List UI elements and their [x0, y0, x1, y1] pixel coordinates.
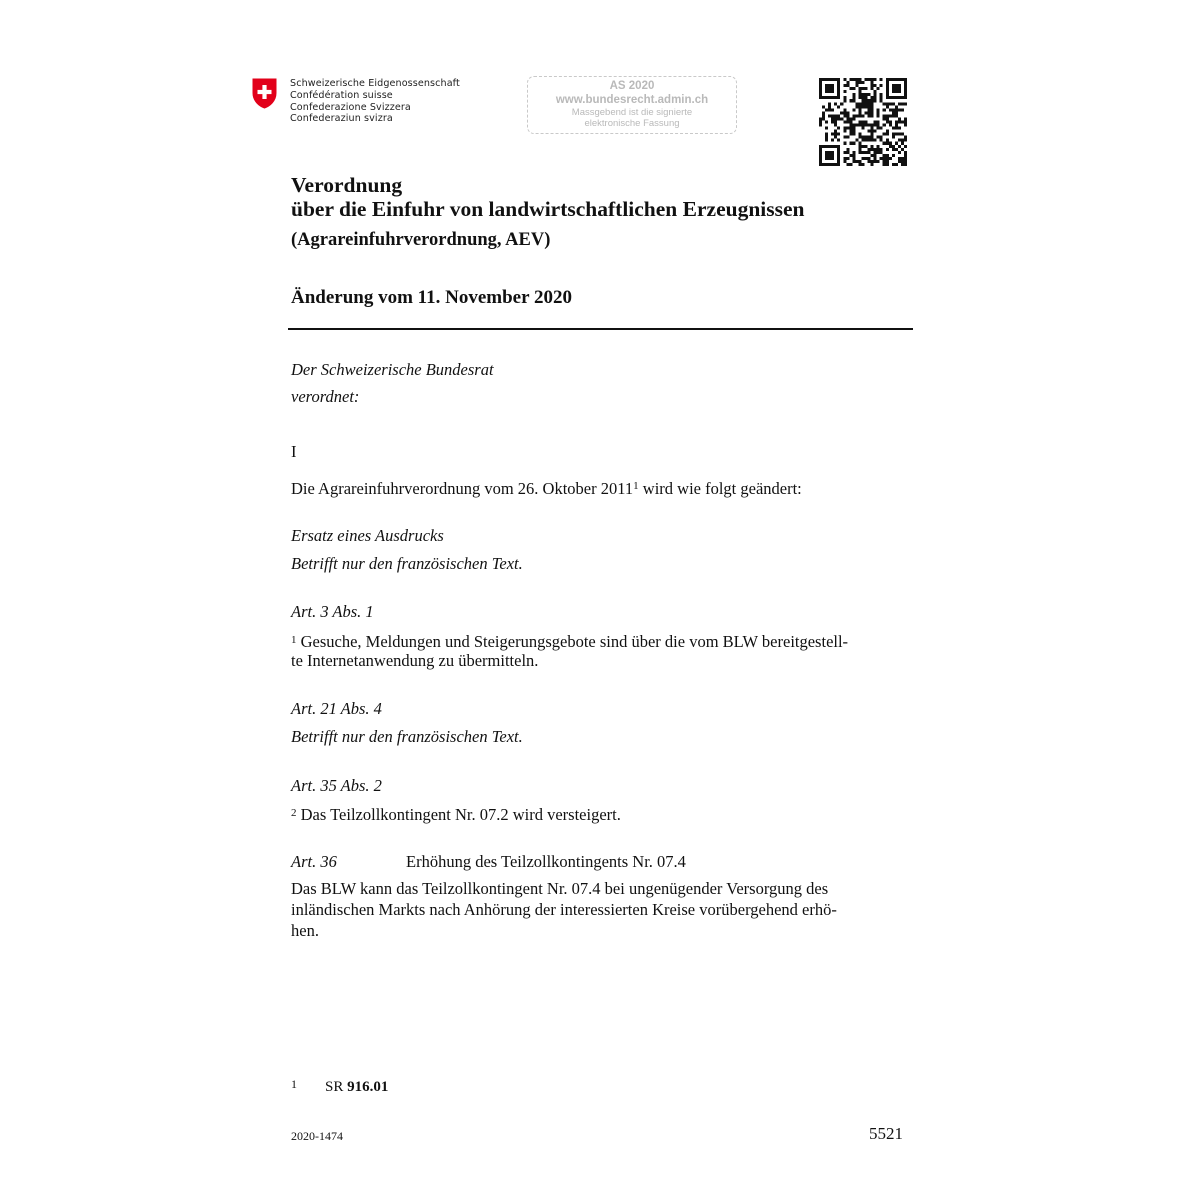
confederation-name-rm: Confederaziun svizra	[290, 113, 393, 125]
stamp-url: www.bundesrecht.admin.ch	[555, 94, 709, 106]
art35-heading: Art. 35 Abs. 2	[291, 776, 382, 795]
confederation-names	[290, 78, 460, 125]
footnote-reference[interactable]: 1	[633, 480, 639, 492]
art3-line-1	[291, 631, 848, 651]
footnote-sr-number[interactable]: 916.01	[347, 1079, 389, 1095]
document-number: 2020-1474	[291, 1129, 343, 1143]
confederation-name-de: Schweizerische Eidgenossenschaft	[290, 78, 460, 89]
stamp-note-1: Massgebend ist die signierte	[571, 107, 693, 118]
footnote-prefix: SR	[325, 1079, 348, 1095]
art21-heading: Art. 21 Abs. 4	[291, 699, 382, 718]
art36-title: Erhöhung des Teilzollkontingents Nr. 07.4	[406, 852, 686, 871]
intro-text: Die Agrareinfuhrverordnung vom 26. Oktober 2011	[291, 479, 634, 498]
replace-heading: Ersatz eines Ausdrucks	[291, 526, 444, 545]
swiss-coat-of-arms-logo	[252, 78, 277, 109]
confederation-name-fr: Confédération suisse	[290, 89, 393, 101]
art3-heading: Art. 3 Abs. 1	[291, 602, 374, 621]
art21-note: Betrifft nur den französischen Text.	[291, 727, 523, 746]
qr-code-icon	[819, 78, 907, 166]
art3-text-1: Gesuche, Meldungen und Steigerungsgebote sind über die vom BLW bereitgestell-	[296, 632, 849, 651]
art36-line-2: inländischen Markts nach Anhörung der interessierten Kreise vorübergehend erhö-	[291, 900, 837, 919]
art3-line-2: te Internetanwendung zu übermitteln.	[291, 651, 539, 670]
art35-text-body: Das Teilzollkontingent Nr. 07.2 wird versteigert.	[296, 805, 621, 824]
confederation-name-it: Confederazione Svizzera	[290, 101, 411, 113]
intro-paragraph	[291, 480, 802, 498]
title-line-2: über die Einfuhr von landwirtschaftlichen Erzeugnissen	[291, 197, 805, 221]
official-publication-stamp	[527, 76, 737, 134]
art35-text	[291, 804, 621, 824]
art36-line-3: hen.	[291, 921, 319, 940]
title-divider	[288, 328, 913, 330]
amendment-date: Änderung vom 11. November 2020	[291, 287, 572, 308]
replace-note: Betrifft nur den französischen Text.	[291, 554, 523, 573]
stamp-note-2: elektronische Fassung	[584, 118, 680, 129]
section-number: I	[291, 442, 297, 461]
title-line-1: Verordnung	[291, 173, 403, 197]
art36-line-1: Das BLW kann das Teilzollkontingent Nr. 07.4 bei ungenügender Versorgung des	[291, 879, 829, 898]
document-title	[291, 173, 804, 221]
art36-label: Art. 36	[291, 852, 337, 871]
stamp-collection: AS 2020	[609, 80, 655, 92]
swiss-shield-icon	[252, 78, 277, 109]
page-number: 5521	[869, 1124, 903, 1143]
preamble-verb: verordnet:	[291, 387, 360, 406]
footnote-text	[325, 1079, 388, 1096]
intro-text-end: wird wie folgt geändert:	[638, 479, 802, 498]
document-short-title: (Agrareinfuhrverordnung, AEV)	[291, 230, 551, 250]
footnote-number: 1	[291, 1077, 297, 1091]
art3-paragraph-number: 1	[291, 634, 297, 646]
preamble-authority: Der Schweizerische Bundesrat	[291, 360, 494, 379]
art35-paragraph-number: 2	[291, 807, 297, 819]
